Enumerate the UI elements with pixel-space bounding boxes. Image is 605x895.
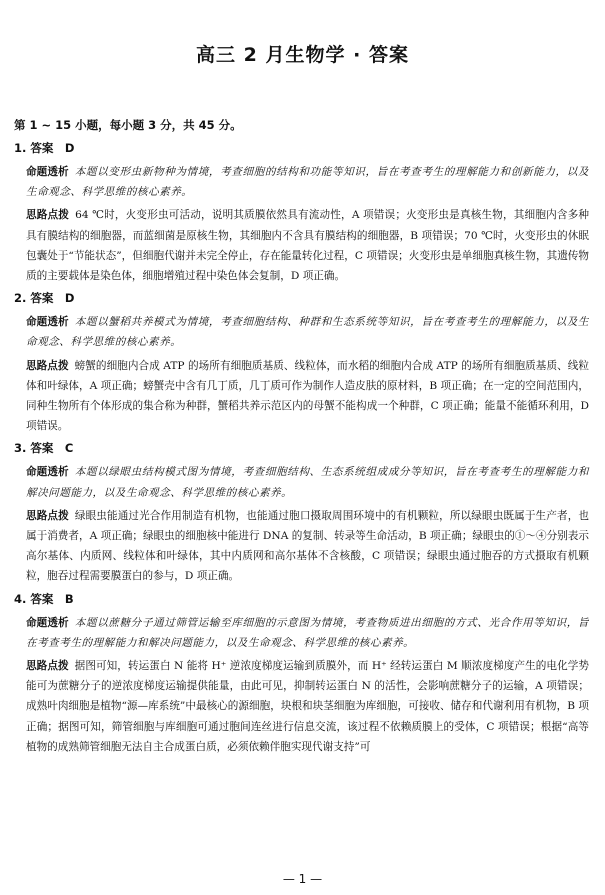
hint-paragraph <box>14 356 589 437</box>
analysis-text: 本题以蟹稻共养模式为情境，考查细胞结构、种群和生态系统等知识，旨在考查考生的理解能力，以及生命观念、科学思维的核心素养。 <box>26 316 590 349</box>
hint-text: 64 ℃时，火变形虫可活动，说明其质膜依然具有流动性，A 项错误；火变形虫是真核生物，其细胞内含多种具有膜结构的细胞器，而蓝细菌是原核生物，其细胞内不含具有膜结构的细胞器，B 项错误；70 ℃时，火变形虫的休眠包囊处于“节能状态”，但细胞代谢并未完全停止，存在能量转化过程，C 项错误；火变形虫是单细胞真核生物，其遗传物质的主要载体是染色体，细胞增殖过程中染色体会复制，D 项正确。 <box>26 209 589 283</box>
section-intro: 第 1 ~ 15 小题，每小题 3 分，共 45 分。 <box>14 118 242 132</box>
analysis-paragraph <box>14 462 589 502</box>
analysis-text: 本题以绿眼虫结构模式图为情境，考查细胞结构、生态系统组成成分等知识，旨在考查考生的理解能力和解决问题能力，以及生命观念、科学思维的核心素养。 <box>26 466 590 499</box>
page-title: 高三 2 月生物学 · 答案 <box>196 44 409 66</box>
answer-line: 1. 答案 D <box>14 141 75 155</box>
analysis-label: 命题透析 <box>26 316 69 329</box>
hint-label: 思路点拨 <box>26 660 69 673</box>
hint-text: 螃蟹的细胞内合成 ATP 的场所有细胞质基质、线粒体，而水稻的细胞内合成 ATP 的场所有细胞质基质、线粒体和叶绿体，A 项正确；螃蟹壳中含有几丁质，几丁质可作为制作人造皮肤的原材料，B 项正确；在一定的空间范围内，同种生物所有个体形成的集合称为种群，蟹稻共养示范区内的母蟹不能构成一个种群，C 项正确；能量不能循环利用，D 项错误。 <box>26 359 589 433</box>
analysis-label: 命题透析 <box>26 466 69 479</box>
question-2 <box>14 290 589 436</box>
analysis-label: 命题透析 <box>26 616 69 629</box>
hint-paragraph <box>14 205 589 286</box>
answer-line: 4. 答案 B <box>14 591 74 606</box>
hint-paragraph <box>14 506 589 587</box>
answer-line: 3. 答案 C <box>14 441 74 456</box>
answer-content <box>14 117 589 760</box>
page-number: — 1 — <box>282 872 323 886</box>
question-3 <box>14 440 589 586</box>
hint-label: 思路点拨 <box>26 359 69 372</box>
analysis-text: 本题以变形虫新物种为情境，考查细胞的结构和功能等知识，旨在考查考生的理解能力和创新能力，以及生命观念、科学思维的核心素养。 <box>26 166 590 199</box>
question-4 <box>14 591 589 757</box>
analysis-paragraph <box>14 613 589 653</box>
analysis-paragraph <box>14 162 589 202</box>
answer-line: 2. 答案 D <box>14 291 75 306</box>
hint-label: 思路点拨 <box>26 209 70 222</box>
hint-paragraph <box>14 656 589 757</box>
hint-text: 绿眼虫能通过光合作用制造有机物，也能通过胞口摄取周围环境中的有机颗粒，所以绿眼虫既属于生产者，也属于消费者，A 项正确；绿眼虫的细胞核中能进行 DNA 的复制、转录等生命活动，B 项正确；绿眼虫的①～④分别表示高尔基体、内质网、线粒体和叶绿体，其中内质网和高尔基体不含核酸，C 项错误；绿眼虫通过胞吞的方式摄取有机颗粒，胞吞过程需要膜蛋白的参与，D 项正确。 <box>26 509 589 583</box>
hint-label: 思路点拨 <box>26 509 69 522</box>
question-1 <box>14 140 589 286</box>
hint-text: 据图可知，转运蛋白 N 能将 H⁺ 逆浓度梯度运输到质膜外，而 H⁺ 经转运蛋白 M 顺浓度梯度产生的电化学势能可为蔗糖分子的逆浓度梯度运输提供能量，由此可见，抑制转运蛋白 N 的活性，会影响蔗糖分子的运输，A 项错误；成熟叶肉细胞是植物“源—库系统”中最核心的源细胞，块根和块茎细胞为库细胞，可接收、储存和代谢利用有机物，B 项正确；据图可知，筛管细胞与库细胞可通过胞间连丝进行信息交流，该过程不依赖质膜上的受体，C 项错误；根据“高等植物的成熟筛管细胞无法自主合成蛋白质，必须依赖伴胞实现代谢支持”可 <box>26 660 590 753</box>
analysis-paragraph <box>14 312 589 352</box>
analysis-text: 本题以蔗糖分子通过筛管运输至库细胞的示意图为情境，考查物质进出细胞的方式、光合作用等知识，旨在考查考生的理解能力和解决问题能力，以及生命观念、科学思维的核心素养。 <box>26 616 590 649</box>
analysis-label: 命题透析 <box>26 166 69 178</box>
